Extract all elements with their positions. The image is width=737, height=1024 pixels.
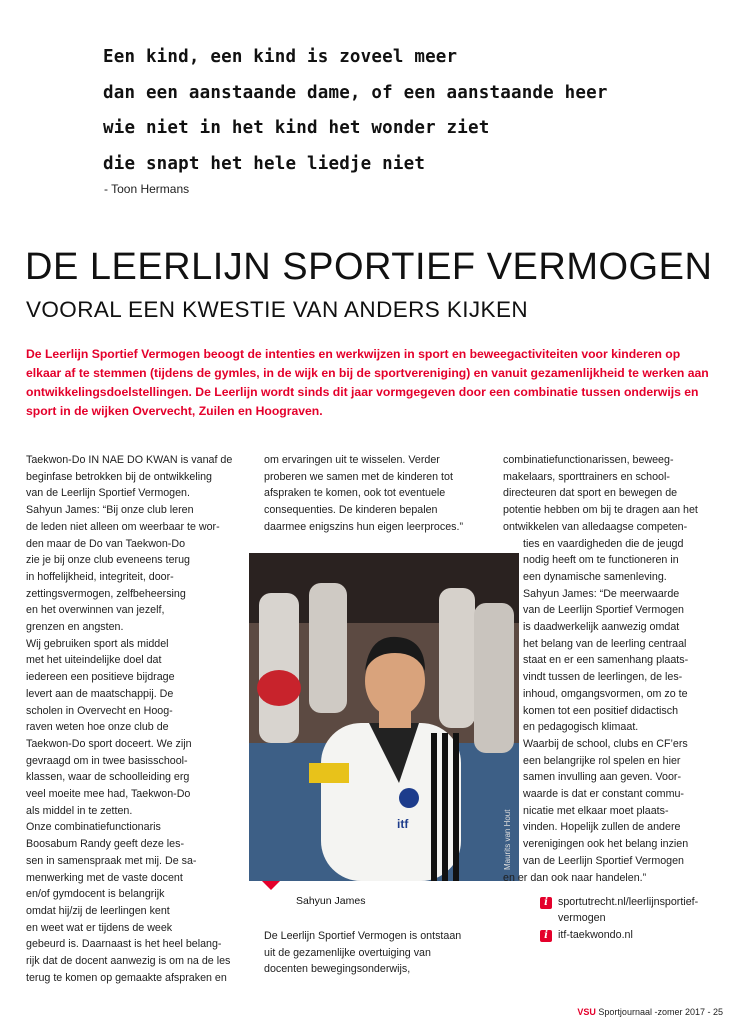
text-line: nodig heeft om te functioneren in: [523, 554, 679, 567]
page-footer: [577, 1007, 723, 1017]
text-line: Onze combinatiefunctionaris: [26, 821, 161, 834]
text-line: en weet wat er tijdens de week: [26, 921, 173, 934]
text-line: en er dan ook naar handelen.”: [503, 871, 647, 884]
text-line: potentie hebben om bij te dragen aan het: [503, 504, 698, 517]
text-line: De Leerlijn Sportief Vermogen is ontstaan: [264, 930, 462, 942]
link-text: vermogen: [558, 912, 606, 924]
article-subtitle: VOORAL EEN KWESTIE VAN ANDERS KIJKEN: [26, 297, 529, 322]
link-sportutrecht[interactable]: [558, 894, 698, 926]
text-line: sen in samenspraak met mij. De sa-: [26, 854, 197, 867]
text-line: vindt tussen de leerlingen, de les-: [523, 671, 683, 684]
text-line: verenigingen ook het belang inzien: [523, 838, 689, 851]
caption-box: [249, 881, 519, 917]
article-intro: De Leerlijn Sportief Vermogen beoogt de intenties en werkwijzen in sport en beweegactiviteiten voor kinderen op elkaar af te stemmen (tijdens de gymles, in de wijk en bij de sportvereniging) en vanuit gezamenlijkheid te werken aan ontwikkelingsdoelstellingen. De Leerlijn wordt sinds dit jaar vormgegeven door een combinatie tussen onderwijs en sport in de wijken Overvecht, Zuilen en Hoograven.: [26, 347, 709, 418]
quote-line: wie niet in het kind het wonder ziet: [103, 118, 490, 138]
text-line: Waarbij de school, clubs en CF’ers: [523, 737, 688, 750]
text-line: Wij gebruiken sport als middel: [26, 637, 169, 650]
text-line: als middel in te zetten.: [26, 804, 133, 817]
column-3: [503, 452, 698, 886]
text-line: zie je bij onze club eveneens terug: [26, 554, 190, 567]
text-line: Sahyun James: “De meerwaarde: [523, 587, 680, 600]
text-line: waarde is dat er constant commu-: [523, 788, 684, 801]
text-line: samen invulling aan geven. Voor-: [523, 771, 682, 784]
photo-credit: Maurits van Hout: [503, 809, 512, 870]
article-title: DE LEERLIJN SPORTIEF VERMOGEN: [25, 246, 713, 288]
text-line: scholen in Overvecht en Hoog-: [26, 704, 173, 717]
text-line: vinden. Hopelijk zullen de andere: [523, 821, 681, 834]
text-line: gevraagd om in twee basisschool-: [26, 754, 188, 767]
text-line: afspraken te komen, ook tot eventuele: [264, 487, 446, 500]
column-2-top: [264, 452, 463, 536]
text-line: consequenties. De kinderen bepalen: [264, 504, 438, 517]
text-line: en pedagogisch klimaat.: [523, 721, 639, 734]
yellow-belt: [309, 763, 349, 783]
text-line: iedereen een positieve bijdrage: [26, 671, 175, 684]
text-line: directeuren dat sport en bewegen de: [503, 487, 678, 500]
text-line: zettingsvermogen, zelfbeheersing: [26, 587, 186, 600]
text-line: en/of gymdocent is belangrijk: [26, 888, 165, 901]
text-line: gebeurd is. Daarnaast is het heel belang-: [26, 938, 222, 951]
text-line: combinatiefunctionarissen, beweeg-: [503, 454, 674, 466]
text-line: omdat hij/zij de leerlingen kent: [26, 904, 170, 917]
text-line: ontwikkelen van alledaagse competen-: [503, 520, 688, 533]
text-line: rijk dat de docent aanwezig is om na de les: [26, 955, 231, 968]
photo-caption: Sahyun James: [296, 895, 366, 907]
text-line: veel moeite mee had, Taekwon-Do: [26, 788, 191, 801]
column-2-bottom: [264, 928, 461, 978]
text-line: den maar de Do van Taekwon-Do: [26, 537, 186, 550]
quote-line: Een kind, een kind is zoveel meer: [103, 47, 458, 67]
text-line: is daadwerkelijk aanwezig omdat: [523, 621, 680, 634]
info-icon: i: [540, 930, 552, 942]
text-line: proberen we samen met de kinderen tot: [264, 470, 453, 483]
text-line: klassen, waar de schoolleiding erg: [26, 771, 190, 784]
text-line: grenzen en angsten.: [26, 621, 124, 634]
text-line: staat en er een samenhang plaats-: [523, 654, 689, 667]
text-line: het belang van de leerling centraal: [523, 637, 687, 650]
text-line: inhoud, omgangsvormen, om zo te: [523, 687, 688, 700]
photo-illustration: [249, 553, 519, 881]
text-line: Taekwon-Do sport doceert. We zijn: [26, 737, 192, 750]
text-line: de leden niet alleen om weerbaar te wor-: [26, 520, 220, 533]
text-line: docenten bewegingsonderwijs,: [264, 963, 411, 976]
patch-text: itf: [397, 817, 409, 831]
text-line: van de Leerlijn Sportief Vermogen: [523, 604, 685, 617]
quote-author: - Toon Hermans: [104, 182, 190, 196]
text-line: daarmee enigszins hun eigen leerproces.”: [264, 520, 464, 533]
text-line: makelaars, sporttrainers en school-: [503, 470, 670, 483]
text-line: nicatie met elkaar moet plaats-: [523, 804, 669, 817]
text-line: in hoffelijkheid, integriteit, door-: [26, 570, 174, 583]
quote-line: dan een aanstaande dame, of een aanstaande heer: [103, 82, 608, 103]
text-line: van de Leerlijn Sportief Vermogen: [523, 854, 685, 867]
text-line: om ervaringen uit te wisselen. Verder: [264, 454, 440, 466]
column-1: [26, 452, 232, 987]
link-text: sportutrecht.nl/leerlijnsportief-: [558, 896, 699, 908]
text-line: komen tot een positief didactisch: [523, 704, 679, 717]
text-line: Taekwon-Do IN NAE DO KWAN is vanaf de: [26, 454, 233, 466]
article-photo: [249, 553, 519, 881]
footer-text: Sportjournaal -zomer 2017 - 25: [595, 1007, 723, 1017]
link-text: itf-taekwondo.nl: [558, 929, 633, 941]
text-line: raven weten hoe onze club de: [26, 721, 169, 734]
quote-block: [103, 40, 608, 182]
text-line: Sahyun James: “Bij onze club leren: [26, 504, 194, 517]
text-line: een dynamische samenleving.: [523, 570, 667, 583]
link-itf-taekwondo[interactable]: [558, 927, 633, 943]
text-line: beginfase betrokken bij de ontwikkeling: [26, 470, 212, 483]
info-icon: i: [540, 897, 552, 909]
text-line: ties en vaardigheden die de jeugd: [523, 537, 684, 550]
caption-marker: [262, 881, 280, 890]
text-line: van de Leerlijn Sportief Vermogen.: [26, 487, 190, 500]
footer-brand: VSU: [577, 1007, 596, 1017]
text-line: menwerking met de vaste docent: [26, 871, 183, 884]
text-line: een belangrijke rol spelen en hier: [523, 754, 681, 767]
text-line: uit de gezamenlijke overtuiging van: [264, 946, 431, 959]
text-line: met het uiteindelijke doel dat: [26, 654, 162, 667]
quote-line: die snapt het hele liedje niet: [103, 153, 426, 174]
text-line: terug te komen op gemaakte afspraken en: [26, 971, 227, 984]
text-line: levert aan de maatschappij. De: [26, 687, 174, 700]
text-line: Boosabum Randy geeft deze les-: [26, 838, 185, 851]
text-line: en het overwinnen van jezelf,: [26, 604, 165, 617]
